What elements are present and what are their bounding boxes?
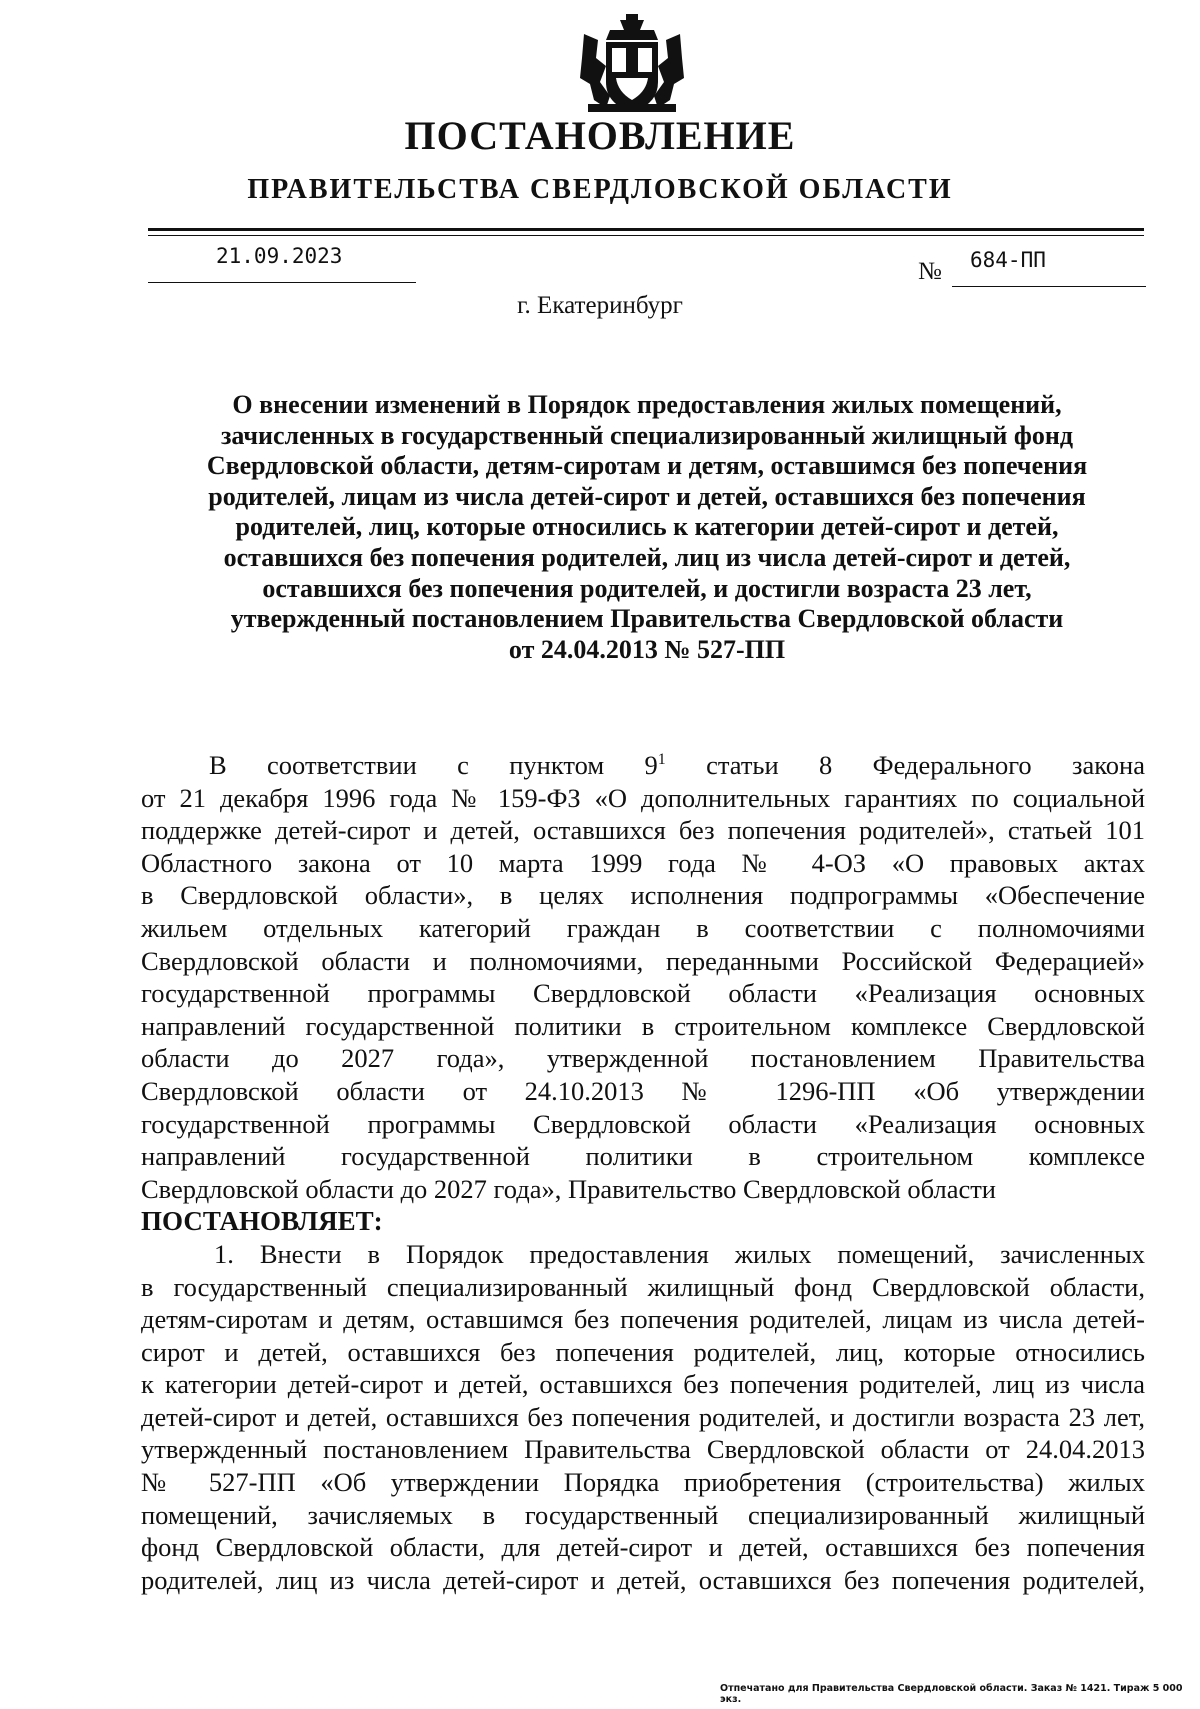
date-underline (148, 282, 416, 283)
preamble-first-line (141, 749, 1145, 782)
preamble-text: В соответствии с пунктом 9 (209, 750, 658, 780)
preamble-line: государственной программы Свердловской области «Реализация основных (141, 1108, 1145, 1139)
coat-of-arms-icon (580, 12, 684, 118)
item-line: помещений, зачисляемых в государственный специализированный жилищный (141, 1499, 1145, 1530)
document-body (141, 749, 1145, 1596)
title-line: родителей, лиц, которые относились к категории детей-сирот и детей, (235, 512, 1059, 542)
title-line: от 24.04.2013 № 527-ПП (508, 634, 786, 664)
preamble-line: жильем отдельных категорий граждан в соответствии с полномочиями (141, 912, 1145, 943)
number-sign: № (918, 258, 942, 285)
preamble-line: от 21 декабря 1996 года № 159-ФЗ «О дополнительных гарантиях по социальной (141, 782, 1145, 813)
header-rule-thin (148, 235, 1144, 236)
title-line: оставшихся без попечения родителей, лиц из числа детей-сирот и детей, (223, 542, 1071, 572)
preamble-line: Свердловской области от 24.10.2013 № 1296-ПП «Об утверждении (141, 1075, 1145, 1106)
title-line: оставшихся без попечения родителей, и достигли возраста 23 лет, (262, 573, 1032, 603)
item-line: № 527-ПП «Об утверждении Порядка приобретения (строительства) жилых (141, 1467, 1145, 1498)
preamble-line: направлений государственной политики в строительном комплексе Свердловской (141, 1010, 1145, 1041)
title-line: утвержденный постановлением Правительства Свердловской области (230, 604, 1064, 634)
item-line: к категории детей-сирот и детей, оставшихся без попечения родителей, лиц из числа (141, 1369, 1145, 1400)
title-line: О внесении изменений в Порядок предоставления жилых помещений, (232, 390, 1062, 419)
preamble-line: направлений государственной политики в строительном комплексе (141, 1141, 1145, 1172)
item-line: фонд Свердловской области, для детей-сирот и детей, оставшихся без попечения (141, 1532, 1145, 1563)
document-city: г. Екатеринбург (517, 292, 683, 319)
title-line: зачисленных в государственный специализированный жилищный фонд (220, 420, 1074, 450)
preamble-line: Областного закона от 10 марта 1999 года № 4-ОЗ «О правовых актах (141, 847, 1145, 878)
preamble-line: Свердловской области до 2027 года», Правительство Свердловской области (141, 1173, 996, 1204)
preamble-line: в Свердловской области», в целях исполнения подпрограммы «Обеспечение (141, 880, 1145, 911)
item-line: родителей, лиц из числа детей-сирот и детей, оставшихся без попечения родителей, (141, 1564, 1145, 1595)
title-line: Свердловской области, детям-сиротам и детям, оставшимся без попечения (206, 451, 1088, 481)
preamble-line: поддержке детей-сирот и детей, оставшихся без попечения родителей», статьей 101 (141, 815, 1145, 846)
item-line: утвержденный постановлением Правительства Свердловской области от 24.04.2013 (141, 1434, 1145, 1465)
item-line: детей-сирот и детей, оставшихся без попечения родителей, и достигли возраста 23 лет, (141, 1401, 1145, 1432)
document-type: ПОСТАНОВЛЕНИЕ (404, 113, 796, 158)
item-line: сирот и детей, оставшихся без попечения родителей, лиц, которые относились (141, 1336, 1145, 1367)
preamble-line: Свердловской области и полномочиями, переданными Российской Федерацией» (141, 945, 1145, 976)
preamble-line: области до 2027 года», утвержденной постановлением Правительства (141, 1043, 1145, 1074)
footnote-superscript: 1 (657, 751, 666, 769)
preamble-text: статьи 8 Федерального закона (665, 750, 1145, 780)
preamble-line: государственной программы Свердловской области «Реализация основных (141, 978, 1145, 1009)
document-number: 684-ПП (970, 248, 1046, 272)
title-line: родителей, лицам из числа детей-сирот и детей, оставшихся без попечения (208, 481, 1086, 511)
header-rule-thick (148, 228, 1144, 231)
document-title (150, 390, 1144, 665)
item-line: детям-сиротам и детям, оставшимся без попечения родителей, лицам из числа детей- (141, 1304, 1145, 1335)
issuer-name: ПРАВИТЕЛЬСТВА СВЕРДЛОВСКОЙ ОБЛАСТИ (247, 174, 953, 205)
item-line: в государственный специализированный жилищный фонд Свердловской области, (141, 1271, 1145, 1302)
number-underline (952, 286, 1146, 287)
document-date: 21.09.2023 (216, 244, 343, 268)
print-footer: Отпечатано для Правительства Свердловской области. Заказ № 1421. Тираж 5 000 экз. (720, 1683, 1183, 1705)
item-line: 1. Внести в Порядок предоставления жилых помещений, зачисленных (214, 1238, 1145, 1269)
resolve-heading: ПОСТАНОВЛЯЕТ: (141, 1206, 383, 1237)
